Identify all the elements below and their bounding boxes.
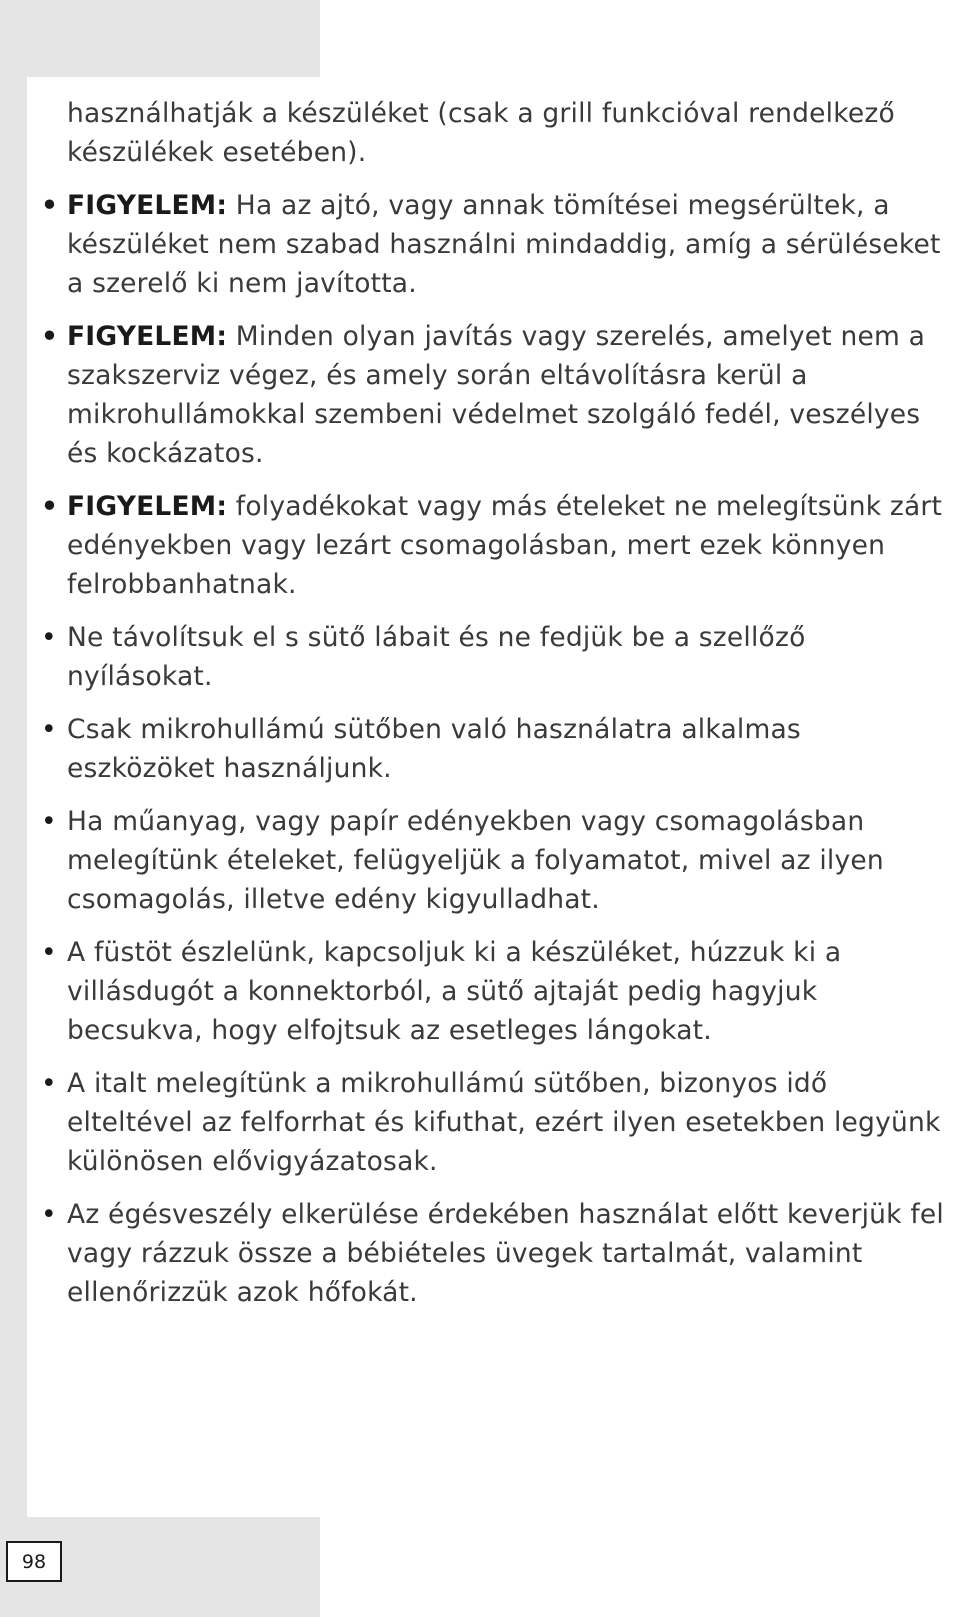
bullet-icon: • <box>41 321 59 352</box>
list-item-text: Az égésveszély elkerülése érdekében használat előtt keverjük fel vagy rázzuk össze a bébiételes üvegek tartalmát, valamint ellenőrizzük azok hőfokát. <box>67 1199 944 1308</box>
list-item-text: Ha műanyag, vagy papír edényekben vagy csomagolásban melegítünk ételeket, felügyeljük a folyamatot, mivel az ilyen csomagolás, illetve edény kigyulladhat. <box>67 806 884 915</box>
list-item-text: A füstöt észlelünk, kapcsoljuk ki a készüléket, húzzuk ki a villásdugót a konnektorból, a sütő ajtaját pedig hagyjuk becsukva, hogy elfojtsuk az esetleges lángokat. <box>67 937 842 1046</box>
bullet-icon: • <box>41 1199 57 1230</box>
bullet-icon: • <box>41 937 57 968</box>
list-item <box>41 317 947 473</box>
list-item <box>41 1064 947 1181</box>
page-margin-top <box>0 0 320 77</box>
page-margin-left <box>0 0 27 1617</box>
bullet-icon: • <box>41 1068 57 1099</box>
list-item <box>41 186 947 303</box>
list-item-text: Csak mikrohullámú sütőben való használatra alkalmas eszközöket használjunk. <box>67 714 801 784</box>
warning-keyword: FIGYELEM: <box>67 190 228 221</box>
list-item <box>41 933 947 1050</box>
list-item-text: Ha az ajtó, vagy annak tömítései megsérültek, a készüléket nem szabad használni mindaddig, amíg a sérüléseket a szerelő ki nem javította. <box>67 190 941 299</box>
warning-keyword: FIGYELEM: <box>67 321 228 352</box>
list-item-text: A italt melegítünk a mikrohullámú sütőben, bizonyos idő elteltével az felforrhat és kifuthat, ezért ilyen esetekben legyünk különösen elővigyázatosak. <box>67 1068 941 1177</box>
bullet-icon: • <box>41 806 57 837</box>
intro-paragraph: használhatják a készüléket (csak a grill funkcióval rendelkező készülékek esetében). <box>67 98 895 168</box>
document-body <box>41 94 947 1326</box>
list-item-text: Minden olyan javítás vagy szerelés, amelyet nem a szakszerviz végez, és amely során eltávolításra kerül a mikrohullámokkal szembeni védelmet szolgáló fedél, veszélyes és kockázatos. <box>67 321 926 469</box>
warning-keyword: FIGYELEM: <box>67 491 228 522</box>
bullet-icon: • <box>41 714 57 745</box>
list-item <box>41 802 947 919</box>
bullet-icon: • <box>41 491 59 522</box>
list-item <box>41 487 947 604</box>
bullet-icon: • <box>41 190 59 221</box>
list-item <box>41 1195 947 1312</box>
list-item <box>41 618 947 696</box>
list-item-text: folyadékokat vagy más ételeket ne melegítsünk zárt edényekben vagy lezárt csomagolásban, mert ezek könnyen felrobbanhatnak. <box>67 491 943 600</box>
list-item <box>41 710 947 788</box>
bullet-icon: • <box>41 622 57 653</box>
page-number: 98 <box>6 1541 62 1582</box>
list-item-text: Ne távolítsuk el s sütő lábait és ne fedjük be a szellőző nyílásokat. <box>67 622 806 692</box>
